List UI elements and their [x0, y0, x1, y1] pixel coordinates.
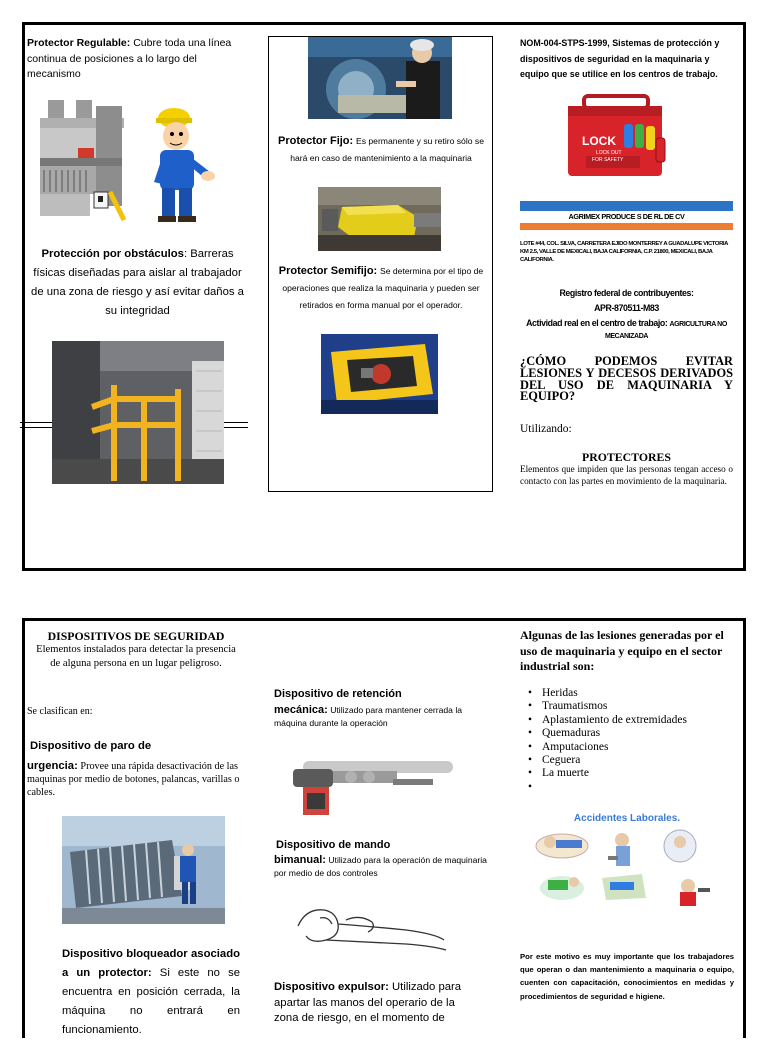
company-address: LOTE #44, COL. SILVA, CARRETERA EJIDO MONTERREY A GUADALUPE VICTORIA KM 2.5, VALLE DE MEXICALI, BAJA CALIFORNIA, C.P. 21800, MEXICALI, BAJA CALIFORNIA.	[520, 241, 728, 263]
expulsor-text: Utilizado para apartar las manos del operario de la zona de riesgo, en el momento de	[274, 981, 462, 1024]
rfc-label: Registro federal de contribuyentes:	[559, 288, 694, 298]
bloqueador-title: Dispositivo bloqueador asociado a un protector:	[62, 948, 240, 979]
lesion-item: • Traumatismos	[520, 700, 734, 713]
proteccion-obstaculos-paragraph	[30, 245, 245, 321]
retencion-paragraph	[274, 704, 490, 730]
mando-bimanual-title-cont: bimanual:	[274, 854, 326, 866]
paro-urgencia-text: Provee una rápida desactivación de las maquinas por medio de botones, palancas, varillas o cables.	[27, 761, 240, 798]
clasifican-label: Se clasifican en:	[27, 706, 93, 717]
retencion-title-cont: mecánica:	[274, 704, 328, 716]
protector-regulable-paragraph	[27, 36, 237, 83]
protector-regulable-text: Cubre toda una línea continua de posiciones a lo largo del mecanismo	[27, 37, 232, 80]
closing-paragraph: Por este motivo es muy importante que los trabajadores que operan o dan mantenimiento a maquinaria o equipo, cuenten con capacitación, conocimientos en medidas y procedimientos de seguridad e higiene.	[520, 952, 734, 1001]
accidentes-laborales-image	[522, 808, 732, 913]
lesion-item: • Aplastamiento de extremidades	[520, 714, 734, 727]
bloqueador-text: Si este no se encuentra en posición cerrada, la máquina no entrará en funcionamiento.	[62, 967, 241, 1036]
retencion-title: Dispositivo de retención	[274, 688, 402, 700]
mechanical-retention-image	[273, 749, 461, 819]
worker-machine-photo	[308, 37, 452, 119]
lesiones-list	[520, 687, 734, 794]
proteccion-obstaculos-title: Protección por obstáculos	[41, 248, 184, 260]
paro-urgencia-title-cont: urgencia:	[27, 760, 78, 772]
lesiones-title: Algunas de las lesiones generadas por el uso de maquinaria y equipo en el sector industrial son:	[520, 628, 724, 673]
lesion-item: • Quemaduras	[520, 727, 734, 740]
semifixed-guard-photo	[321, 334, 438, 414]
lesion-item: • Ceguera	[520, 754, 734, 767]
expulsor-title: Dispositivo expulsor:	[274, 981, 389, 993]
mando-bimanual-text: Utilizado para la operación de maquinaria por medio de dos controles	[274, 855, 487, 878]
press-machine-image	[36, 96, 126, 222]
lesion-item: • Heridas	[520, 687, 734, 700]
dispositivos-title: DISPOSITIVOS DE SEGURIDAD	[47, 629, 225, 643]
actividad-label: Actividad real en el centro de trabajo:	[526, 318, 668, 328]
emergency-stop-machine-photo	[62, 816, 225, 924]
protectores-title: PROTECTORES	[582, 450, 671, 464]
protector-fijo-title: Protector Fijo:	[278, 135, 354, 147]
protector-regulable-title: Protector Regulable:	[27, 37, 131, 49]
main-question: ¿CÓMO PODEMOS EVITAR LESIONES Y DECESOS DERIVADOS DEL USO DE MAQUINARIA Y EQUIPO?	[520, 354, 733, 404]
fixed-guard-photo	[318, 187, 441, 251]
actividad-paragraph	[520, 318, 733, 342]
yellow-barrier-image	[52, 341, 224, 484]
protectores-definition: Elementos que impiden que las personas tengan acceso o contacto con las partes en movimiento de la maquinaria.	[520, 464, 733, 487]
proteccion-obstaculos-text: : Barreras físicas diseñadas para aislar al trabajador de una zona de riesgo y así evitar daños a su integridad	[31, 248, 244, 317]
worker-cartoon-image	[148, 104, 220, 226]
lockout-box-sublabel-2: FOR SAFETY	[592, 157, 624, 163]
protector-semifijo-text: Se determina por el tipo de operaciones que realiza la maquinaria y pueden ser retirados en forma manual por el operador.	[282, 266, 484, 310]
mando-bimanual-paragraph	[274, 854, 490, 880]
retencion-text: Utilizado para mantener cerrada la máquina durante la operación	[274, 705, 463, 728]
lesion-item	[520, 781, 734, 794]
accidentes-laborales-label: Accidentes Laborales.	[573, 813, 681, 824]
rfc-value: APR-870511-M83	[594, 303, 659, 313]
company-name: AGRIMEX PRODUCE S DE RL DE CV	[568, 212, 685, 221]
expulsor-paragraph	[274, 980, 474, 1027]
protector-fijo-paragraph	[272, 133, 490, 167]
lesion-item: • Amputaciones	[520, 741, 734, 754]
bloqueador-paragraph	[62, 945, 240, 1040]
nom-reference: NOM-004-STPS-1999, Sistemas de protección y dispositivos de seguridad en la maquinaria y equipo que se utilice en los centros de trabajo.	[520, 38, 720, 79]
protector-semifijo-paragraph	[272, 263, 490, 314]
lockout-box-label: LOCK	[582, 134, 616, 148]
company-band-orange	[520, 223, 733, 230]
company-band-blue	[520, 201, 733, 211]
paro-urgencia-paragraph	[27, 760, 241, 799]
protector-semifijo-title: Protector Semifijo:	[278, 265, 378, 277]
utilizando-label: Utilizando:	[520, 423, 572, 435]
lockout-box-sublabel-1: LOCK OUT	[596, 150, 622, 156]
dispositivos-intro: Elementos instalados para detectar la presencia de alguna persona en un lugar peligroso.	[36, 644, 236, 669]
two-hand-control-image	[276, 896, 462, 958]
mando-bimanual-title: Dispositivo de mando	[276, 839, 391, 851]
actividad-value: AGRICULTURA NO MECANIZADA	[604, 321, 727, 340]
lesion-item: • La muerte	[520, 767, 734, 780]
paro-urgencia-title: Dispositivo de paro de	[30, 740, 152, 752]
lockout-box-image	[564, 94, 672, 178]
protector-fijo-text: Es permanente y su retiro sólo se hará en caso de mantenimiento a la maquinaria	[290, 136, 484, 163]
